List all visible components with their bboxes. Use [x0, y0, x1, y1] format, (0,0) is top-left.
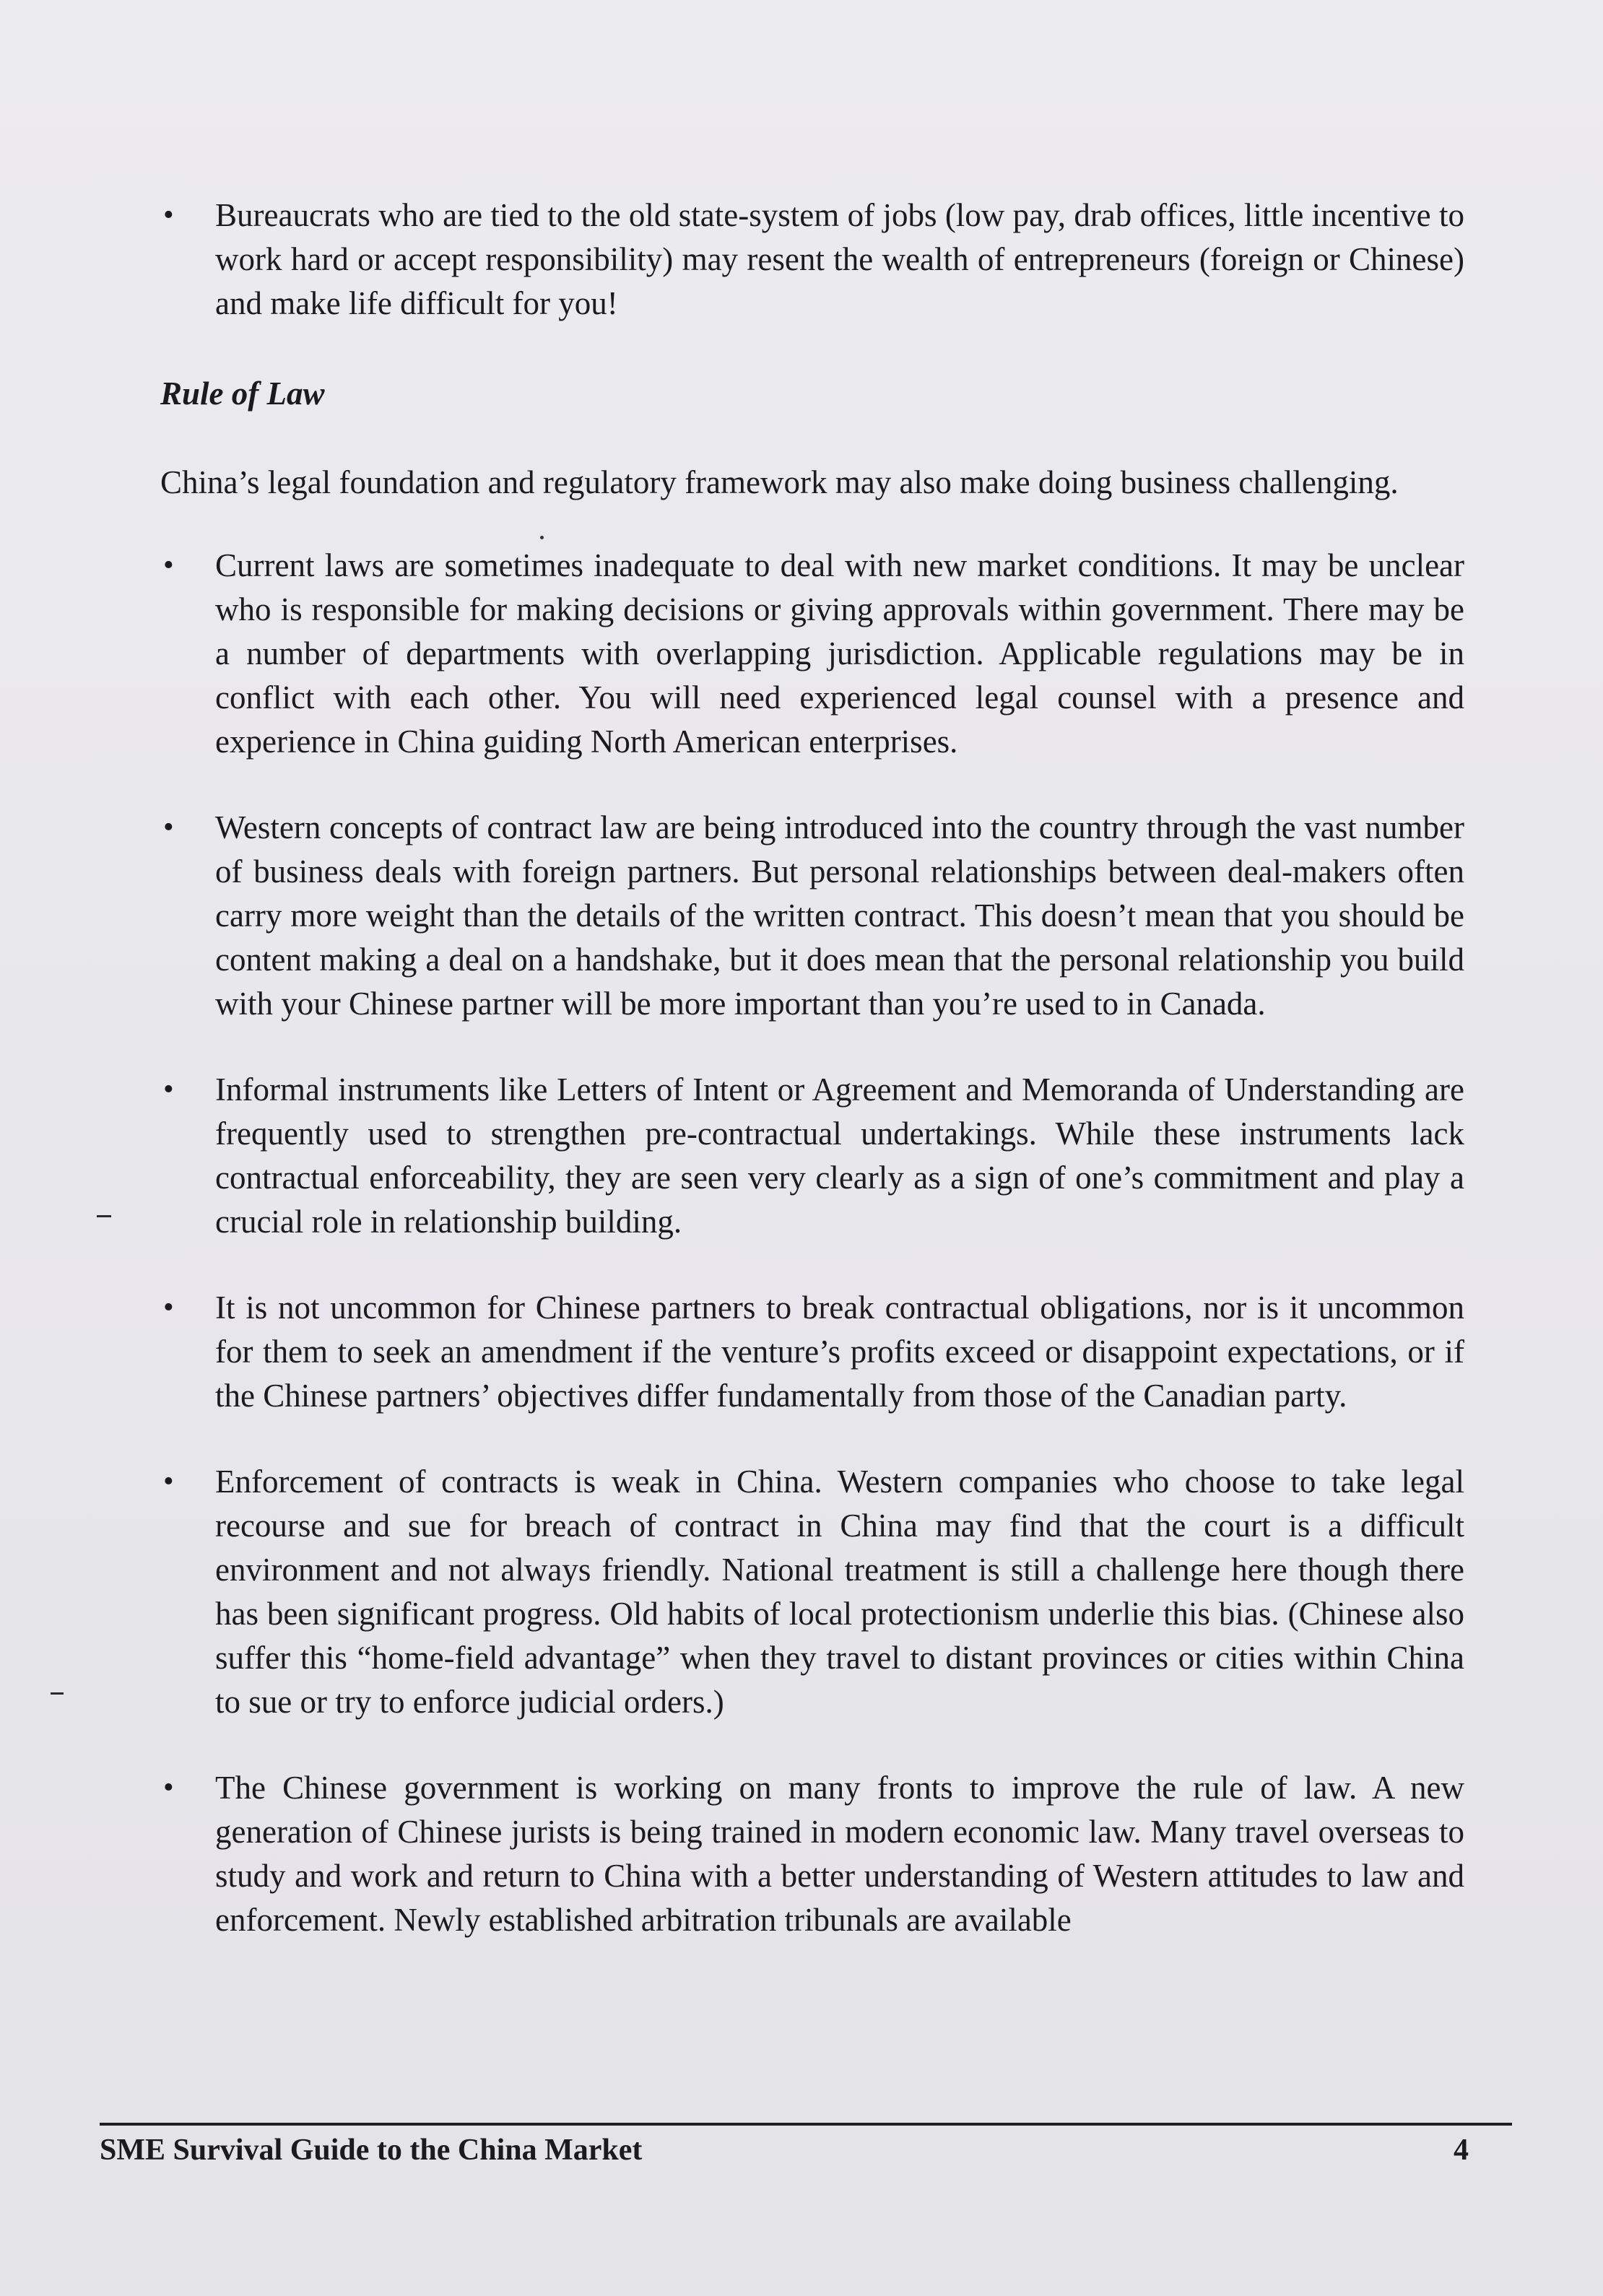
section-heading: Rule of Law	[160, 375, 325, 412]
bullet-item-informal-instruments	[160, 1068, 1464, 1244]
page-body	[160, 193, 1464, 1942]
bullet-icon: •	[163, 549, 174, 582]
footer-title: SME Survival Guide to the China Market	[100, 2134, 643, 2167]
bullet-item-contract-law	[160, 806, 1464, 1026]
footer-divider	[100, 2123, 1512, 2126]
bullet-text: The Chinese government is working on many fronts to improve the rule of law. A new generation of Chinese jurists is being trained in modern economic law. Many travel overseas to study and work and return to China with a better understanding of Western attitudes to law and enforcement. Newly established arbitration tribunals are available	[215, 1770, 1464, 1938]
bullet-item-government-reform	[160, 1766, 1464, 1942]
bullet-text: Bureaucrats who are tied to the old state-system of jobs (low pay, drab offices, little incentive to work hard or accept responsibility) may resent the wealth of entrepreneurs (foreign or Chinese) and make life difficult for you!	[215, 197, 1464, 321]
page-number: 4	[1454, 2134, 1469, 2167]
stray-mark	[540, 536, 544, 539]
bullet-text: Current laws are sometimes inadequate to deal with new market conditions. It may be unclear who is responsible for making decisions or giving approvals within government. There may be a number of departments with overlapping jurisdiction. Applicable regulations may be in conflict with each other. You will need experienced legal counsel with a presence and experience in China guiding North American enterprises.	[215, 547, 1464, 760]
bullet-text: Western concepts of contract law are being introduced into the country through the vast number of business deals with foreign partners. But personal relationships between deal-makers often carry more weight than the details of the written contract. This doesn’t mean that you should be content making a deal on a handshake, but it does mean that the personal relationship you build with your Chinese partner will be more important than you’re used to in Canada.	[215, 809, 1464, 1022]
bullet-icon: •	[163, 1073, 174, 1106]
bullet-item-bureaucrats	[160, 193, 1464, 326]
bullet-text: Informal instruments like Letters of Intent or Agreement and Memoranda of Understanding are frequently used to strengthen pre-contractual undertakings. While these instruments lack contractual enforceability, they are seen very clearly as a sign of one’s commitment and play a crucial role in relationship building.	[215, 1071, 1464, 1240]
bullet-item-contract-obligations	[160, 1286, 1464, 1418]
margin-mark	[97, 1215, 111, 1217]
bullet-list	[160, 544, 1464, 1942]
bullet-item-enforcement	[160, 1460, 1464, 1724]
margin-mark	[51, 1692, 64, 1695]
bullet-icon: •	[163, 811, 174, 844]
bullet-icon: •	[163, 1771, 174, 1804]
bullet-item-current-laws	[160, 544, 1464, 764]
bullet-text: It is not uncommon for Chinese partners to break contractual obligations, nor is it uncommon for them to seek an amendment if the venture’s profits exceed or disappoint expectations, or if the Chinese partners’ objectives differ fundamentally from those of the Canadian party.	[215, 1290, 1464, 1414]
bullet-icon: •	[163, 1291, 174, 1324]
section-intro-paragraph: China’s legal foundation and regulatory framework may also make doing business challenging.	[160, 464, 1399, 500]
bullet-icon: •	[163, 1465, 174, 1498]
bullet-icon: •	[163, 199, 174, 232]
bullet-text: Enforcement of contracts is weak in China. Western companies who choose to take legal recourse and sue for breach of contract in China may find that the court is a difficult environment and not always friendly. National treatment is still a challenge here though there has been significant progress. Old habits of local protectionism underlie this bias. (Chinese also suffer this “home-field advantage” when they travel to distant provinces or cities within China to sue or try to enforce judicial orders.)	[215, 1464, 1464, 1720]
